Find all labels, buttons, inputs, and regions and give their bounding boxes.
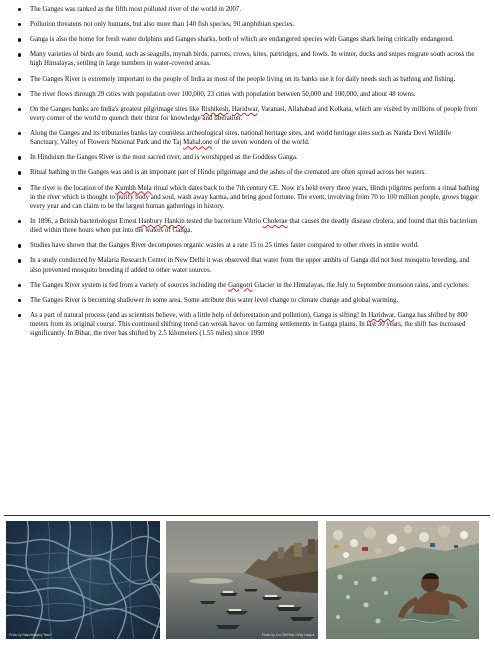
facts-list: [14, 5, 480, 344]
fact-text: Many varieties of birds are found, such as seagulls, mynah birds, parrots, crows, kites, partridges, and fowls. In winter, ducks and snipes migrate south across the high Himalayas, settling in large numbers in water-covered areas.: [30, 51, 475, 68]
fact-text: tested the bacterium Vibrio: [184, 218, 263, 226]
spellcheck-flagged-word: Kumbh Mela: [115, 184, 152, 192]
spellcheck-flagged-word: Rishikesh: [201, 105, 229, 113]
fact-text: On the Ganges banks are India's greatest pilgrimage sites like: [30, 105, 202, 113]
fact-text: In a study conducted by Malaria Research Center in New Delhi it was observed that water from the upper ambits of Ganga did not host mosquito breeding, and also prevented mosquito breeding if added to other water sources.: [30, 257, 470, 274]
fact-item: [14, 90, 480, 99]
fact-text: The Ganges was ranked as the fifth most polluted river of the world in 2007.: [30, 6, 242, 13]
fact-text: The Ganges River is extremely important to the people of India as most of the people living on its banks use it for daily needs such as bathing and fishing.: [30, 75, 456, 83]
divider: [4, 515, 490, 516]
fact-item: [14, 168, 480, 177]
fact-item: [14, 311, 480, 339]
fact-text: ritual which dates back to the 7th century CE. Now it's held every three years, Hindu pilgrims perform a ritual bathing in the river which is thought to purify body and soul, wash away karma, and bring good fortune. The event, involving from 70 to 100 million people, grows bigger every year and can claim to be the largest human gatherings in history.: [30, 184, 480, 210]
fact-text: , Varanasi, Allahabad and Kolkata, which are visited by millions of people from every corner of the world to quench their thirst for knowledge and liberation.: [30, 105, 478, 122]
fact-text: ,: [228, 105, 232, 113]
spellcheck-flagged-word: Mahal,one: [183, 139, 213, 147]
fact-text: Pollution threatens not only humans, but also more than 140 fish species, 90 amphibian species.: [30, 21, 295, 29]
fact-text: The river flows through 29 cities with population over 100,000, 23 cities with population between 50,000 and 100,000, and about 48 towns.: [30, 90, 416, 98]
spellcheck-flagged-word: Cholerae: [262, 218, 288, 226]
fact-text: of the seven wonders of the world.: [212, 139, 310, 147]
fact-item: [14, 153, 480, 162]
fact-item: [14, 217, 480, 235]
spellcheck-flagged-word: Gangotri: [228, 281, 253, 289]
spellcheck-flagged-word: Haridwar: [231, 105, 258, 113]
fact-item: [14, 5, 480, 14]
fact-item: [14, 35, 480, 44]
spellcheck-flagged-word: Hanbury Hankin: [138, 218, 185, 226]
delta-aerial-photo: [6, 521, 160, 639]
fact-item: [14, 241, 480, 250]
fact-text: Ganga is also the home for fresh water dolphins and Ganges sharks, both of which are endangered species with Ganges shark being critically endangered.: [30, 36, 454, 44]
fact-text: Studies have shown that the Ganges River decomposes organic wastes at a rate 15 to 25 times faster compared to other rivers in entire world.: [30, 242, 419, 250]
fact-text: As a part of natural process (and as scientists believe, with a little help of deforestation and pollution), Ganga is sifting! In: [30, 311, 369, 319]
fact-item: [14, 281, 480, 290]
fact-text: Ritual bathing in the Ganges was and is an important part of Hindu pilgrimage and the ashes of the cremated are often spread across her waters.: [30, 169, 427, 177]
fact-text: The Ganges River system is fed from a variety of sources including the: [30, 281, 229, 289]
fact-item: [14, 129, 480, 147]
fact-item: [14, 184, 480, 212]
fact-text: , Ganga has shifted by 800 meters from its original course. This continued shifting trend can wreak havoc on farming settlements in Ganga plains. In last 30 years, the shift has increased significantly. In Bihar, the river has shifted by 2.5 kilometers (1.55 miles) since 1990: [30, 311, 468, 338]
fact-item: [14, 50, 480, 68]
fact-item: [14, 105, 480, 123]
photo-credit: Photo by Jon Gill/Flickr Getty Images: [262, 633, 315, 637]
fact-text: In 1896, a British bacteriologist Ernest: [30, 218, 139, 226]
varanasi-boats-photo: [166, 521, 318, 639]
fact-item: [14, 256, 480, 274]
fact-item: [14, 296, 480, 305]
fact-text: The Ganges River is becoming shallower in some area. Some attribute this water level change to climate change and global warming.: [30, 296, 399, 304]
fact-item: [14, 75, 480, 84]
fact-text: The river is the location of the: [30, 184, 116, 192]
polluted-river-photo: [326, 521, 479, 639]
fact-text: Glacier in the Himalayas, the July to September monsoon rains, and cyclones.: [252, 281, 470, 289]
fact-text: that causes the deadly disease cholera, and found that this bacterium died within three hours when put into the waters of Ganga.: [30, 218, 478, 235]
fact-item: [14, 20, 480, 29]
fact-text: In Hinduism the Ganges River is the most sacred river, and is worshipped as the Goddess Ganga.: [30, 154, 298, 162]
spellcheck-flagged-word: Haridwar: [368, 311, 395, 319]
photo-credit: Photo by Nasa/Imagery Team: [9, 633, 51, 637]
fact-text: Along the Ganges and its tributaries banks lay countless archeological sites, national heritage sites, and world heritage sites such as Nanda Devi Wildlife Sanctuary, Valley of Flowers National Park and the Taj: [30, 130, 451, 147]
